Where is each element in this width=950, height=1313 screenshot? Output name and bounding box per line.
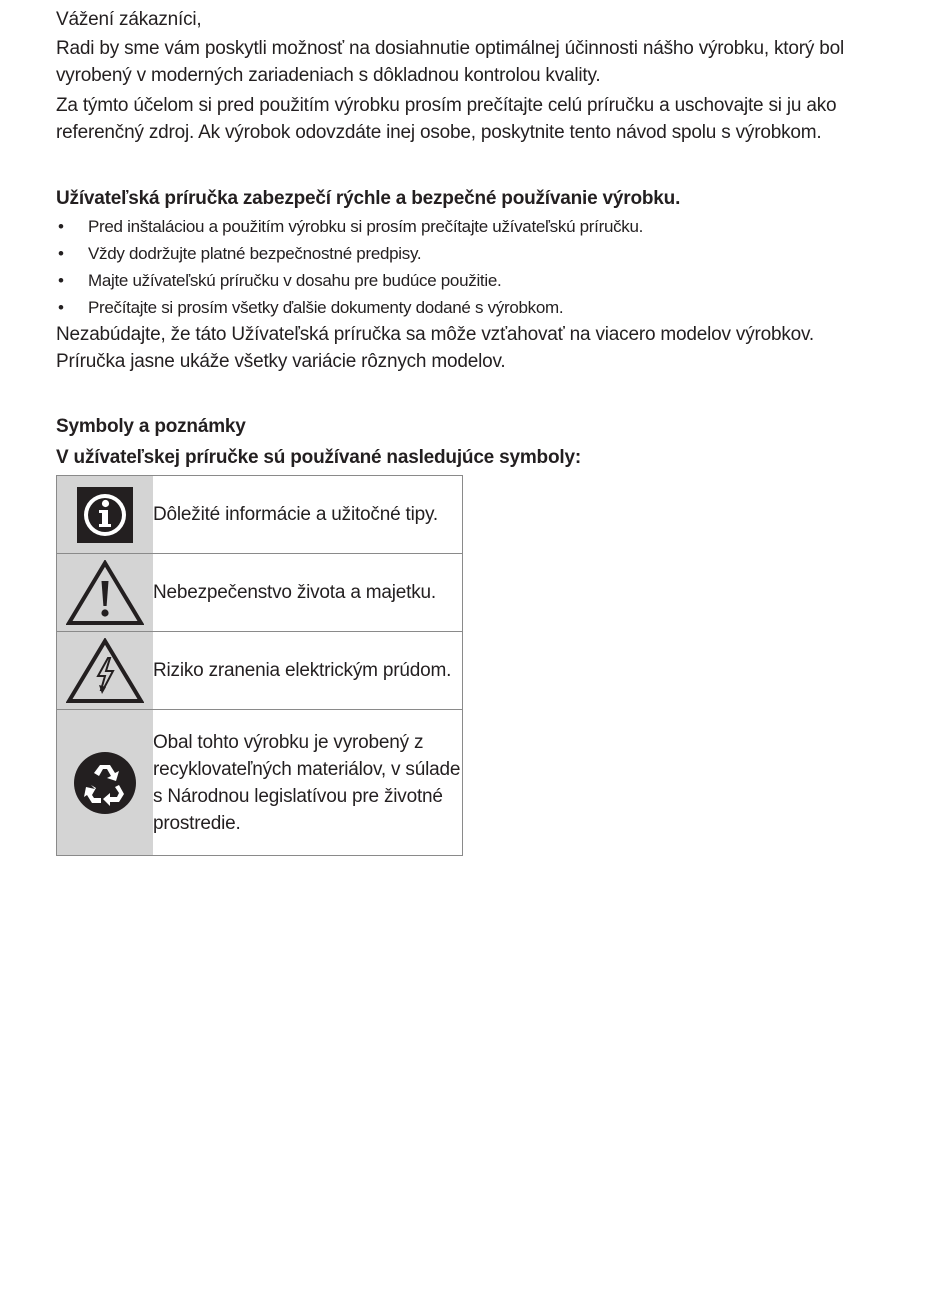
bullet-marker: • [58, 217, 64, 236]
electric-shock-icon [57, 632, 154, 710]
intro-paragraph-2: Za týmto účelom si pred použitím výrobku prosím prečítajte celú príručku a uschovajte si ju ako referenčný zdroj. Ak výrobok odovzdáte inej osobe, poskytnite tento návod spolu s výrobkom. [56, 95, 837, 143]
symbols-heading: Symboly a poznámky [56, 416, 246, 437]
symbols-subheading: V užívateľskej príručke sú používané nasledujúce symboly: [56, 447, 581, 468]
symbols-table [56, 475, 463, 856]
list-item: • Prečítajte si prosím všetky ďalšie dokumenty dodané s výrobkom. [56, 294, 643, 321]
greeting: Vážení zákazníci, [56, 9, 202, 30]
symbol-description: Riziko zranenia elektrickým prúdom. [153, 632, 463, 710]
bullet-list [56, 213, 643, 321]
table-row [57, 554, 463, 632]
recycle-icon [57, 710, 154, 856]
bullet-marker: • [58, 271, 64, 290]
guide-heading: Užívateľská príručka zabezpečí rýchle a bezpečné používanie výrobku. [56, 188, 681, 209]
list-item: • Vždy dodržujte platné bezpečnostné predpisy. [56, 240, 643, 267]
list-item: • Majte užívateľskú príručku v dosahu pre budúce použitie. [56, 267, 643, 294]
bullet-marker: • [58, 298, 64, 317]
list-item: • Pred inštaláciou a použitím výrobku si prosím prečítajte užívateľskú príručku. [56, 213, 643, 240]
table-row [57, 632, 463, 710]
bullet-marker: • [58, 244, 64, 263]
table-row [57, 476, 463, 554]
intro-paragraph-1: Radi by sme vám poskytli možnosť na dosiahnutie optimálnej účinnosti nášho výrobku, ktorý bol vyrobený v moderných zariadeniach s dôkladnou kontrolou kvality. [56, 38, 844, 86]
symbol-description: Nebezpečenstvo života a majetku. [153, 554, 463, 632]
models-paragraph: Nezabúdajte, že táto Užívateľská príručka sa môže vzťahovať na viacero modelov výrobkov. Príručka jasne ukáže všetky variácie rôznych modelov. [56, 324, 814, 372]
warning-triangle-icon [57, 554, 154, 632]
symbol-description: Obal tohto výrobku je vyrobený z recyklovateľných materiálov, v súlade s Národnou legislatívou pre životné prostredie. [153, 710, 463, 856]
info-icon [57, 476, 154, 554]
table-row [57, 710, 463, 856]
symbol-description: Dôležité informácie a užitočné tipy. [153, 504, 438, 525]
